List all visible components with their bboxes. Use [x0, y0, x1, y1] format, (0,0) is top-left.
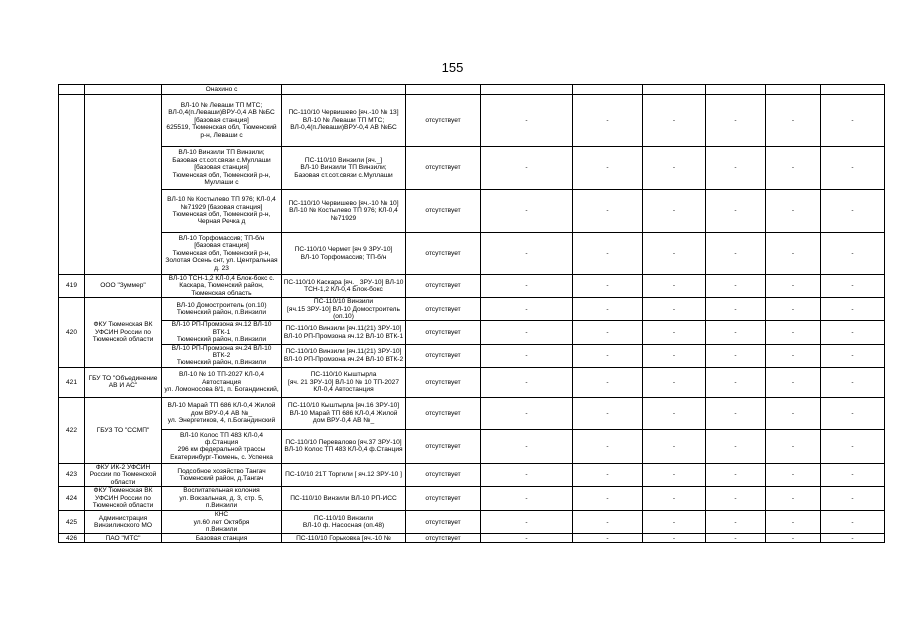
value-cell: - — [573, 344, 643, 367]
source-cell: ПС-110/10 Винзили ВЛ-10 ф. Насосная (оп.48) — [282, 511, 406, 534]
object-cell: Подсобное хозяйство Тангач Тюменский район, д.Тангач — [162, 463, 282, 486]
table-row — [59, 233, 885, 275]
value-cell: - — [573, 511, 643, 534]
value-cell: - — [643, 147, 706, 190]
connection-table — [58, 84, 885, 543]
object-cell: ВЛ-10 № 10 ТП-2027 КЛ-0,4 Автостанция ул. Ломоносова 8/1, п. Богандинский, — [162, 367, 282, 397]
value-cell: - — [766, 463, 821, 486]
value-cell: - — [481, 487, 573, 511]
page-number: 155 — [441, 60, 464, 75]
value-cell: - — [766, 344, 821, 367]
value-cell: - — [706, 95, 766, 147]
value-cell: - — [766, 275, 821, 298]
source-cell: ПС-110/10 Винзили ВЛ-10 РП-ИСС — [282, 487, 406, 511]
source-cell: ПС-110/10 Червишево [яч.-10 № 13] ВЛ-10 № Леваши ТП МТС; ВЛ-0,4(п.Леваши)ВРУ-0,4 АВ №БС — [282, 95, 406, 147]
value-cell: - — [766, 233, 821, 275]
organization-cell: Администрация Винзилинского МО — [85, 511, 162, 534]
value-cell: - — [821, 487, 885, 511]
value-cell: - — [706, 147, 766, 190]
value-cell: - — [706, 463, 766, 486]
value-cell: - — [573, 429, 643, 463]
value-cell: - — [573, 275, 643, 298]
value-cell: - — [706, 534, 766, 543]
status-cell: отсутствует — [406, 429, 481, 463]
object-cell: ВЛ-10 Колос ТП 483 КЛ-0,4 ф.Станция 296 км федеральной трассы Екатеринбург-Тюмень, с. Успенка — [162, 429, 282, 463]
object-cell: КНС ул.60 лет Октября п.Винзили — [162, 511, 282, 534]
object-cell: Воспитательная колония ул. Вокзальная, д. 3, стр. 5, п.Винзили — [162, 487, 282, 511]
value-cell: - — [706, 298, 766, 321]
value-cell: - — [481, 190, 573, 233]
table-row — [59, 511, 885, 534]
status-cell: отсутствует — [406, 463, 481, 486]
value-cell: - — [821, 190, 885, 233]
value-cell: - — [573, 534, 643, 543]
value-cell: - — [643, 95, 706, 147]
value-cell: - — [643, 429, 706, 463]
value-cell — [481, 85, 573, 95]
value-cell — [821, 85, 885, 95]
organization-cell: ГБУЗ ТО "ССМП" — [85, 397, 162, 463]
value-cell: - — [821, 463, 885, 486]
value-cell: - — [643, 534, 706, 543]
table-row — [59, 429, 885, 463]
status-cell: отсутствует — [406, 397, 481, 429]
table-row — [59, 344, 885, 367]
value-cell: - — [766, 511, 821, 534]
status-cell: отсутствует — [406, 534, 481, 543]
table-row — [59, 487, 885, 511]
value-cell: - — [821, 344, 885, 367]
org-cell — [85, 85, 162, 95]
organization-cell: ФКУ Тюменская ВК УФСИН России по Тюменской области — [85, 487, 162, 511]
value-cell: - — [643, 463, 706, 486]
source-cell: ПС-10/10 21Т Торгили [ яч.12 ЗРУ-10 ] — [282, 463, 406, 486]
object-cell: Онахино с — [162, 85, 282, 95]
continuation-row — [59, 85, 885, 95]
table-row — [59, 321, 885, 344]
value-cell: - — [706, 344, 766, 367]
value-cell: - — [481, 275, 573, 298]
value-cell: - — [821, 534, 885, 543]
value-cell — [766, 85, 821, 95]
row-number-cell: 420 — [59, 298, 85, 368]
row-number-cell: 421 — [59, 367, 85, 397]
table-row — [59, 367, 885, 397]
value-cell: - — [821, 147, 885, 190]
value-cell: - — [821, 397, 885, 429]
value-cell — [643, 85, 706, 95]
source-cell: ПС-110/10 Винзили [яч.15 ЗРУ-10] ВЛ-10 Домостроитель (оп.10) — [282, 298, 406, 321]
value-cell: - — [821, 511, 885, 534]
value-cell: - — [481, 321, 573, 344]
value-cell: - — [706, 397, 766, 429]
status-cell: отсутствует — [406, 298, 481, 321]
value-cell: - — [706, 367, 766, 397]
num-cell — [59, 85, 85, 95]
status-cell: отсутствует — [406, 511, 481, 534]
object-cell: ВЛ-10 ТСН-1,2 КЛ-0,4 Блок-бокс с. Каскара, Тюменский район, Тюменская область — [162, 275, 282, 298]
value-cell: - — [766, 147, 821, 190]
value-cell: - — [481, 298, 573, 321]
table-row — [59, 147, 885, 190]
value-cell: - — [573, 463, 643, 486]
value-cell: - — [643, 321, 706, 344]
value-cell: - — [643, 275, 706, 298]
value-cell: - — [821, 321, 885, 344]
value-cell: - — [573, 397, 643, 429]
value-cell: - — [706, 275, 766, 298]
value-cell: - — [766, 367, 821, 397]
value-cell: - — [643, 344, 706, 367]
object-cell: ВЛ-10 Домостроитель (оп.10) Тюменский район, п.Винзили — [162, 298, 282, 321]
source-cell: ПС-110/10 Кыштырла [яч. 21 ЗРУ-10] ВЛ-10 № 10 ТП-2027 КЛ-0,4 Автостанция — [282, 367, 406, 397]
value-cell: - — [643, 233, 706, 275]
value-cell: - — [481, 429, 573, 463]
organization-cell: ООО "Зуммер" — [85, 275, 162, 298]
organization-cell: ПАО "МТС" — [85, 534, 162, 543]
value-cell: - — [481, 95, 573, 147]
value-cell: - — [706, 429, 766, 463]
value-cell: - — [573, 95, 643, 147]
object-cell: ВЛ-10 РП-Промзона яч.24 ВЛ-10 ВТК-2 Тюменский район, п.Винзили — [162, 344, 282, 367]
value-cell: - — [706, 190, 766, 233]
table-row — [59, 397, 885, 429]
value-cell: - — [573, 147, 643, 190]
value-cell: - — [481, 233, 573, 275]
row-number-cell: 424 — [59, 487, 85, 511]
value-cell: - — [481, 397, 573, 429]
object-cell: ВЛ-10 № Леваши ТП МТС; ВЛ-0,4(п.Леваши)ВРУ-0,4 АВ №БС [базовая станция] 625519, Тюменская обл, Тюменский р-н, Леваши с — [162, 95, 282, 147]
value-cell: - — [643, 367, 706, 397]
row-number-cell — [59, 95, 85, 275]
status-cell — [406, 85, 481, 95]
value-cell — [706, 85, 766, 95]
organization-cell: ГБУ ТО "Объединение АВ И АС" — [85, 367, 162, 397]
row-number-cell: 426 — [59, 534, 85, 543]
value-cell: - — [573, 233, 643, 275]
organization-cell: ФКУ ИК-2 УФСИН России по Тюменской области — [85, 463, 162, 486]
row-number-cell: 422 — [59, 397, 85, 463]
value-cell: - — [821, 275, 885, 298]
value-cell: - — [766, 487, 821, 511]
source-cell: ПС-110/10 Чермет [яч 9 ЗРУ-10] ВЛ-10 Торфомассив; ТП-б/н — [282, 233, 406, 275]
table-row — [59, 534, 885, 543]
status-cell: отсутствует — [406, 190, 481, 233]
value-cell: - — [643, 298, 706, 321]
value-cell: - — [766, 95, 821, 147]
value-cell: - — [766, 298, 821, 321]
status-cell: отсутствует — [406, 233, 481, 275]
source-cell: ПС-110/10 Перевалово [яч.37 ЗРУ-10] ВЛ-10 Колос ТП 483 КЛ-0,4 ф.Станция — [282, 429, 406, 463]
value-cell: - — [706, 511, 766, 534]
source-cell: ПС-110/10 Червишево [яч.-10 № 10] ВЛ-10 № Костылево ТП 976; КЛ-0,4 №71929 — [282, 190, 406, 233]
table-body — [59, 85, 885, 543]
status-cell: отсутствует — [406, 367, 481, 397]
organization-cell — [85, 95, 162, 275]
source-cell: ПС-110/10 Винзили [яч._] ВЛ-10 Винзили ТП Винзили; Базовая ст.сот.связи с.Муллаши — [282, 147, 406, 190]
table-row — [59, 95, 885, 147]
source-cell — [282, 85, 406, 95]
status-cell: отсутствует — [406, 275, 481, 298]
value-cell: - — [573, 367, 643, 397]
value-cell: - — [481, 344, 573, 367]
value-cell: - — [643, 511, 706, 534]
value-cell: - — [766, 321, 821, 344]
value-cell: - — [643, 487, 706, 511]
organization-cell: ФКУ Тюменская ВК УФСИН России по Тюменской области — [85, 298, 162, 368]
value-cell: - — [766, 397, 821, 429]
value-cell: - — [573, 298, 643, 321]
object-cell: ВЛ-10 Марай ТП 686 КЛ-0,4 Жилой дом ВРУ-0,4 АВ №_ ул. Энергетиков, 4, п.Богандинский — [162, 397, 282, 429]
value-cell: - — [481, 147, 573, 190]
status-cell: отсутствует — [406, 147, 481, 190]
value-cell: - — [821, 429, 885, 463]
value-cell: - — [706, 487, 766, 511]
value-cell: - — [766, 429, 821, 463]
value-cell: - — [481, 367, 573, 397]
status-cell: отсутствует — [406, 95, 481, 147]
table-row — [59, 190, 885, 233]
row-number-cell: 419 — [59, 275, 85, 298]
value-cell: - — [821, 367, 885, 397]
object-cell: ВЛ-10 № Костылево ТП 976; КЛ-0,4 №71929 [базовая станция] Тюменская обл, Тюменский р-н, Черная Речка д — [162, 190, 282, 233]
object-cell: ВЛ-10 Торфомассив; ТП-б/н [базовая станция] Тюменская обл, Тюменский р-н, Золотая Осень снт, ул. Центральная д. 23 — [162, 233, 282, 275]
value-cell: - — [766, 534, 821, 543]
value-cell: - — [573, 487, 643, 511]
value-cell: - — [481, 463, 573, 486]
value-cell: - — [821, 298, 885, 321]
row-number-cell: 423 — [59, 463, 85, 486]
source-cell: ПС-110/10 Винзили [яч.11(21) ЗРУ-10] ВЛ-10 РП-Промзона яч.12 ВЛ-10 ВТК-1 — [282, 321, 406, 344]
status-cell: отсутствует — [406, 487, 481, 511]
object-cell: ВЛ-10 РП-Промзона яч.12 ВЛ-10 ВТК-1 Тюменский район, п.Винзили — [162, 321, 282, 344]
value-cell: - — [481, 534, 573, 543]
value-cell: - — [573, 321, 643, 344]
status-cell: отсутствует — [406, 321, 481, 344]
value-cell: - — [573, 190, 643, 233]
source-cell: ПС-110/10 Горьковка [яч.-10 № — [282, 534, 406, 543]
source-cell: ПС-110/10 Каскара [яч._ ЗРУ-10] ВЛ-10 ТСН-1,2 КЛ-0,4 Блок-бокс — [282, 275, 406, 298]
source-cell: ПС-110/10 Винзили [яч.11(21) ЗРУ-10] ВЛ-10 РП-Промзона яч.24 ВЛ-10 ВТК-2 — [282, 344, 406, 367]
object-cell: ВЛ-10 Винзили ТП Винзили; Базовая ст.сот.связи с.Муллаши [базовая станция] Тюменская обл, Тюменский р-н, Муллаши с — [162, 147, 282, 190]
row-number-cell: 425 — [59, 511, 85, 534]
table-row — [59, 298, 885, 321]
value-cell: - — [821, 95, 885, 147]
value-cell: - — [706, 233, 766, 275]
value-cell: - — [643, 397, 706, 429]
value-cell — [573, 85, 643, 95]
object-cell: Базовая станция — [162, 534, 282, 543]
status-cell: отсутствует — [406, 344, 481, 367]
table-row — [59, 275, 885, 298]
value-cell: - — [821, 233, 885, 275]
value-cell: - — [481, 511, 573, 534]
value-cell: - — [766, 190, 821, 233]
table-row — [59, 463, 885, 486]
value-cell: - — [706, 321, 766, 344]
source-cell: ПС-110/10 Кыштырла [яч.16 ЗРУ-10] ВЛ-10 Марай ТП 686 КЛ-0,4 Жилой дом ВРУ-0,4 АВ №_ — [282, 397, 406, 429]
value-cell: - — [643, 190, 706, 233]
